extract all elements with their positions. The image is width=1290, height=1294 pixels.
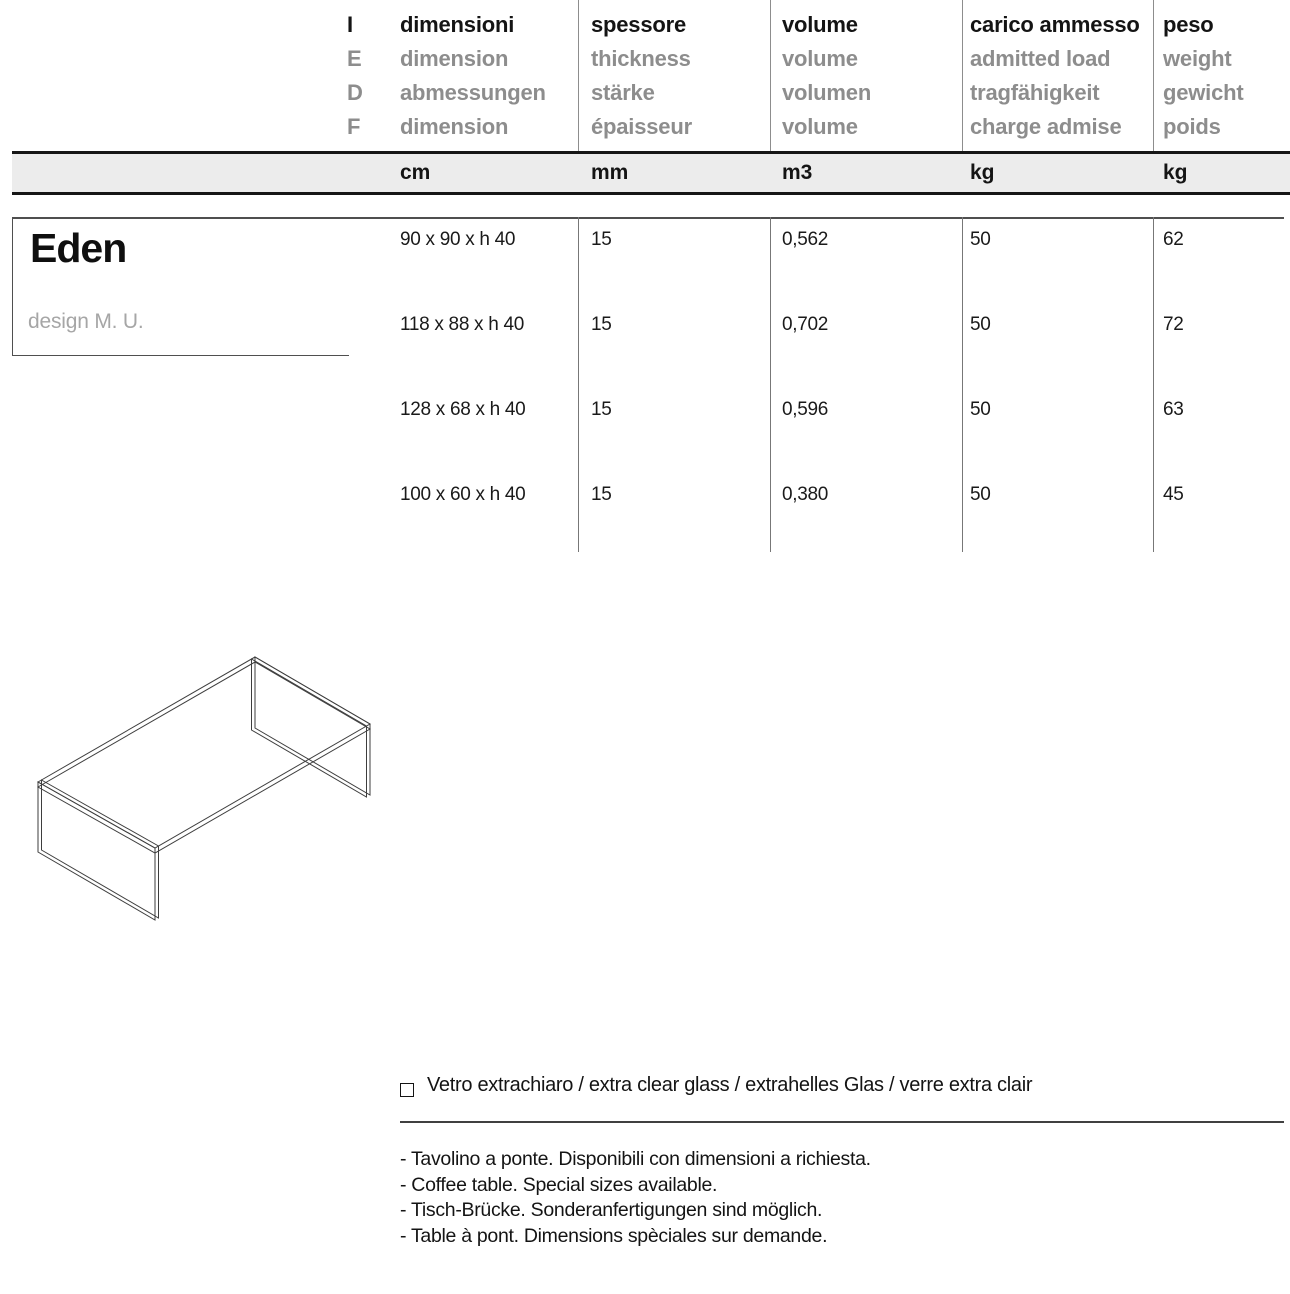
note-italian: - Tavolino a ponte. Disponibili con dimensioni a richiesta. <box>400 1148 871 1170</box>
note-french: - Table à pont. Dimensions spèciales sur demande. <box>400 1224 828 1247</box>
note-german: - Tisch-Brücke. Sonderanfertigungen sind möglich. <box>400 1199 823 1221</box>
left-leg-panel-thickness <box>42 780 159 918</box>
language-code: E <box>347 46 362 71</box>
header-column-volume <box>782 8 871 144</box>
header-label: abmessungen <box>400 80 546 105</box>
header-label: weight <box>1163 46 1232 71</box>
language-code: I <box>347 12 353 37</box>
cell-load: 50 <box>970 484 991 505</box>
header-label: volume <box>782 46 858 71</box>
unit-cm: cm <box>400 161 431 184</box>
header-label: tragfähigkeit <box>970 80 1100 105</box>
language-code-column <box>347 8 363 144</box>
material-option-label: Vetro extrachiaro / extra clear glass / extrahelles Glas / verre extra clair <box>427 1074 1033 1096</box>
header-label: stärke <box>591 80 655 105</box>
units-band <box>12 151 1290 195</box>
product-card <box>12 217 349 356</box>
unit-mm: mm <box>591 161 629 184</box>
cell-volume: 0,562 <box>782 229 829 250</box>
material-checkbox <box>400 1083 414 1097</box>
footnotes <box>400 1147 871 1249</box>
table-row <box>0 399 1290 419</box>
cell-dimensions: 90 x 90 x h 40 <box>400 229 516 250</box>
header-label: volume <box>782 114 858 139</box>
header-column-divider <box>962 0 963 151</box>
product-wireframe-drawing <box>10 630 410 940</box>
cell-thickness: 15 <box>591 399 612 420</box>
table-row <box>0 484 1290 504</box>
header-label: épaisseur <box>591 114 692 139</box>
tabletop-thickness-outline <box>38 662 370 853</box>
footer-divider <box>400 1121 1284 1123</box>
unit-m3: m3 <box>782 161 813 184</box>
cell-dimensions: 100 x 60 x h 40 <box>400 484 526 505</box>
header-label: volumen <box>782 80 872 105</box>
cell-weight: 72 <box>1163 314 1184 335</box>
header-column-divider <box>578 0 579 151</box>
product-designer: design M. U. <box>28 310 144 333</box>
header-column-divider <box>1153 0 1154 151</box>
tabletop-outline <box>38 657 370 848</box>
cell-volume: 0,380 <box>782 484 829 505</box>
right-leg-panel-outline <box>255 657 370 795</box>
header-label: spessore <box>591 12 687 37</box>
header-label: carico ammesso <box>970 12 1140 37</box>
cell-load: 50 <box>970 314 991 335</box>
cell-weight: 45 <box>1163 484 1184 505</box>
header-label: dimension <box>400 46 509 71</box>
cell-load: 50 <box>970 229 991 250</box>
note-english: - Coffee table. Special sizes available. <box>400 1173 718 1196</box>
cell-dimensions: 118 x 88 x h 40 <box>400 314 525 335</box>
header-column-load <box>970 8 1140 144</box>
header-label: thickness <box>591 46 691 71</box>
header-label: peso <box>1163 12 1214 37</box>
header-column-dimensions <box>400 8 546 144</box>
header-column-weight <box>1163 8 1244 144</box>
header-label: poids <box>1163 114 1221 139</box>
unit-kg-weight: kg <box>1163 161 1188 184</box>
header-label: dimension <box>400 114 509 139</box>
unit-kg-load: kg <box>970 161 995 184</box>
cell-thickness: 15 <box>591 484 612 505</box>
cell-dimensions: 128 x 68 x h 40 <box>400 399 526 420</box>
cell-thickness: 15 <box>591 229 612 250</box>
header-label: dimensioni <box>400 12 515 37</box>
header-label: volume <box>782 12 858 37</box>
cell-volume: 0,596 <box>782 399 829 420</box>
product-name: Eden <box>30 225 127 271</box>
language-code: F <box>347 114 361 139</box>
header-label: gewicht <box>1163 80 1244 105</box>
header-label: admitted load <box>970 46 1111 71</box>
right-leg-panel-thickness <box>252 659 367 797</box>
header-label: charge admise <box>970 114 1122 139</box>
header-column-thickness <box>591 8 692 144</box>
cell-weight: 63 <box>1163 399 1184 420</box>
left-leg-panel-outline <box>38 782 155 920</box>
header-column-divider <box>770 0 771 151</box>
cell-weight: 62 <box>1163 229 1184 250</box>
language-code: D <box>347 80 363 105</box>
cell-volume: 0,702 <box>782 314 829 335</box>
cell-load: 50 <box>970 399 991 420</box>
cell-thickness: 15 <box>591 314 612 335</box>
